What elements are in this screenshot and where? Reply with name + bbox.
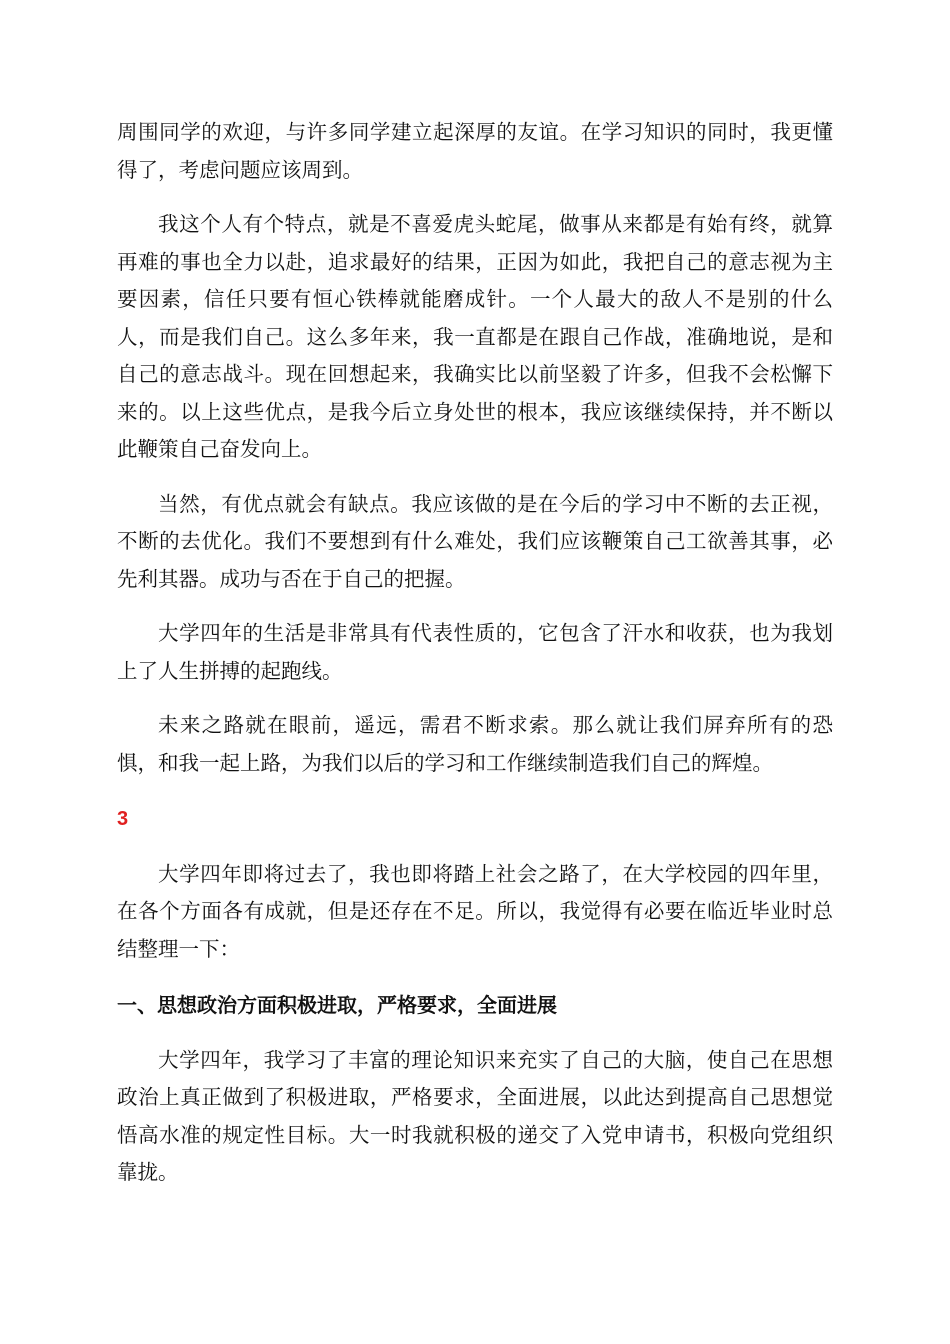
section-heading: 一、思想政治方面积极进取，严格要求，全面进展	[117, 993, 557, 1017]
heading-body-paragraph: 大学四年，我学习了丰富的理论知识来充实了自己的大脑，使自己在思想政治上真正做到了积极进取，严格要求，全面进展，以此达到提高自己思想觉悟高水准的规定性目标。大一时我就积极的递交了入党申请书，积极向党组织靠拢。	[117, 1047, 833, 1184]
paragraph-future-road: 未来之路就在眼前，遥远，需君不断求索。那么就让我们屏弃所有的恐惧，和我一起上路，为我们以后的学习和工作继续制造我们自己的辉煌。	[117, 713, 833, 775]
paragraph-shortcomings: 当然，有优点就会有缺点。我应该做的是在今后的学习中不断的去正视，不断的去优化。我们不要想到有什么难处，我们应该鞭策自己工欲善其事，必先利其器。成功与否在于自己的把握。	[117, 491, 833, 591]
section-intro-paragraph: 大学四年即将过去了，我也即将踏上社会之路了，在大学校园的四年里，在各个方面各有成就，但是还存在不足。所以，我觉得有必要在临近毕业时总结整理一下：	[117, 861, 833, 961]
paragraph-character-traits: 我这个人有个特点，就是不喜爱虎头蛇尾，做事从来都是有始有终，就算再难的事也全力以赴，追求最好的结果，正因为如此，我把自己的意志视为主要因素，信任只要有恒心铁棒就能磨成针。一个人最大的敌人不是别的什么人，而是我们自己。这么多年来，我一直都是在跟自己作战，准确地说，是和自己的意志战斗。现在回想起来，我确实比以前坚毅了许多，但我不会松懈下来的。以上这些优点，是我今后立身处世的根本，我应该继续保持，并不断以此鞭策自己奋发向上。	[117, 212, 833, 461]
paragraph-continued: 周围同学的欢迎，与许多同学建立起深厚的友谊。在学习知识的同时，我更懂得了，考虑问题应该周到。	[117, 120, 833, 182]
document-page	[117, 114, 833, 1192]
paragraph-four-years: 大学四年的生活是非常具有代表性质的，它包含了汗水和收获，也为我划上了人生拼搏的起跑线。	[117, 621, 833, 683]
section-number: 3	[117, 808, 129, 830]
